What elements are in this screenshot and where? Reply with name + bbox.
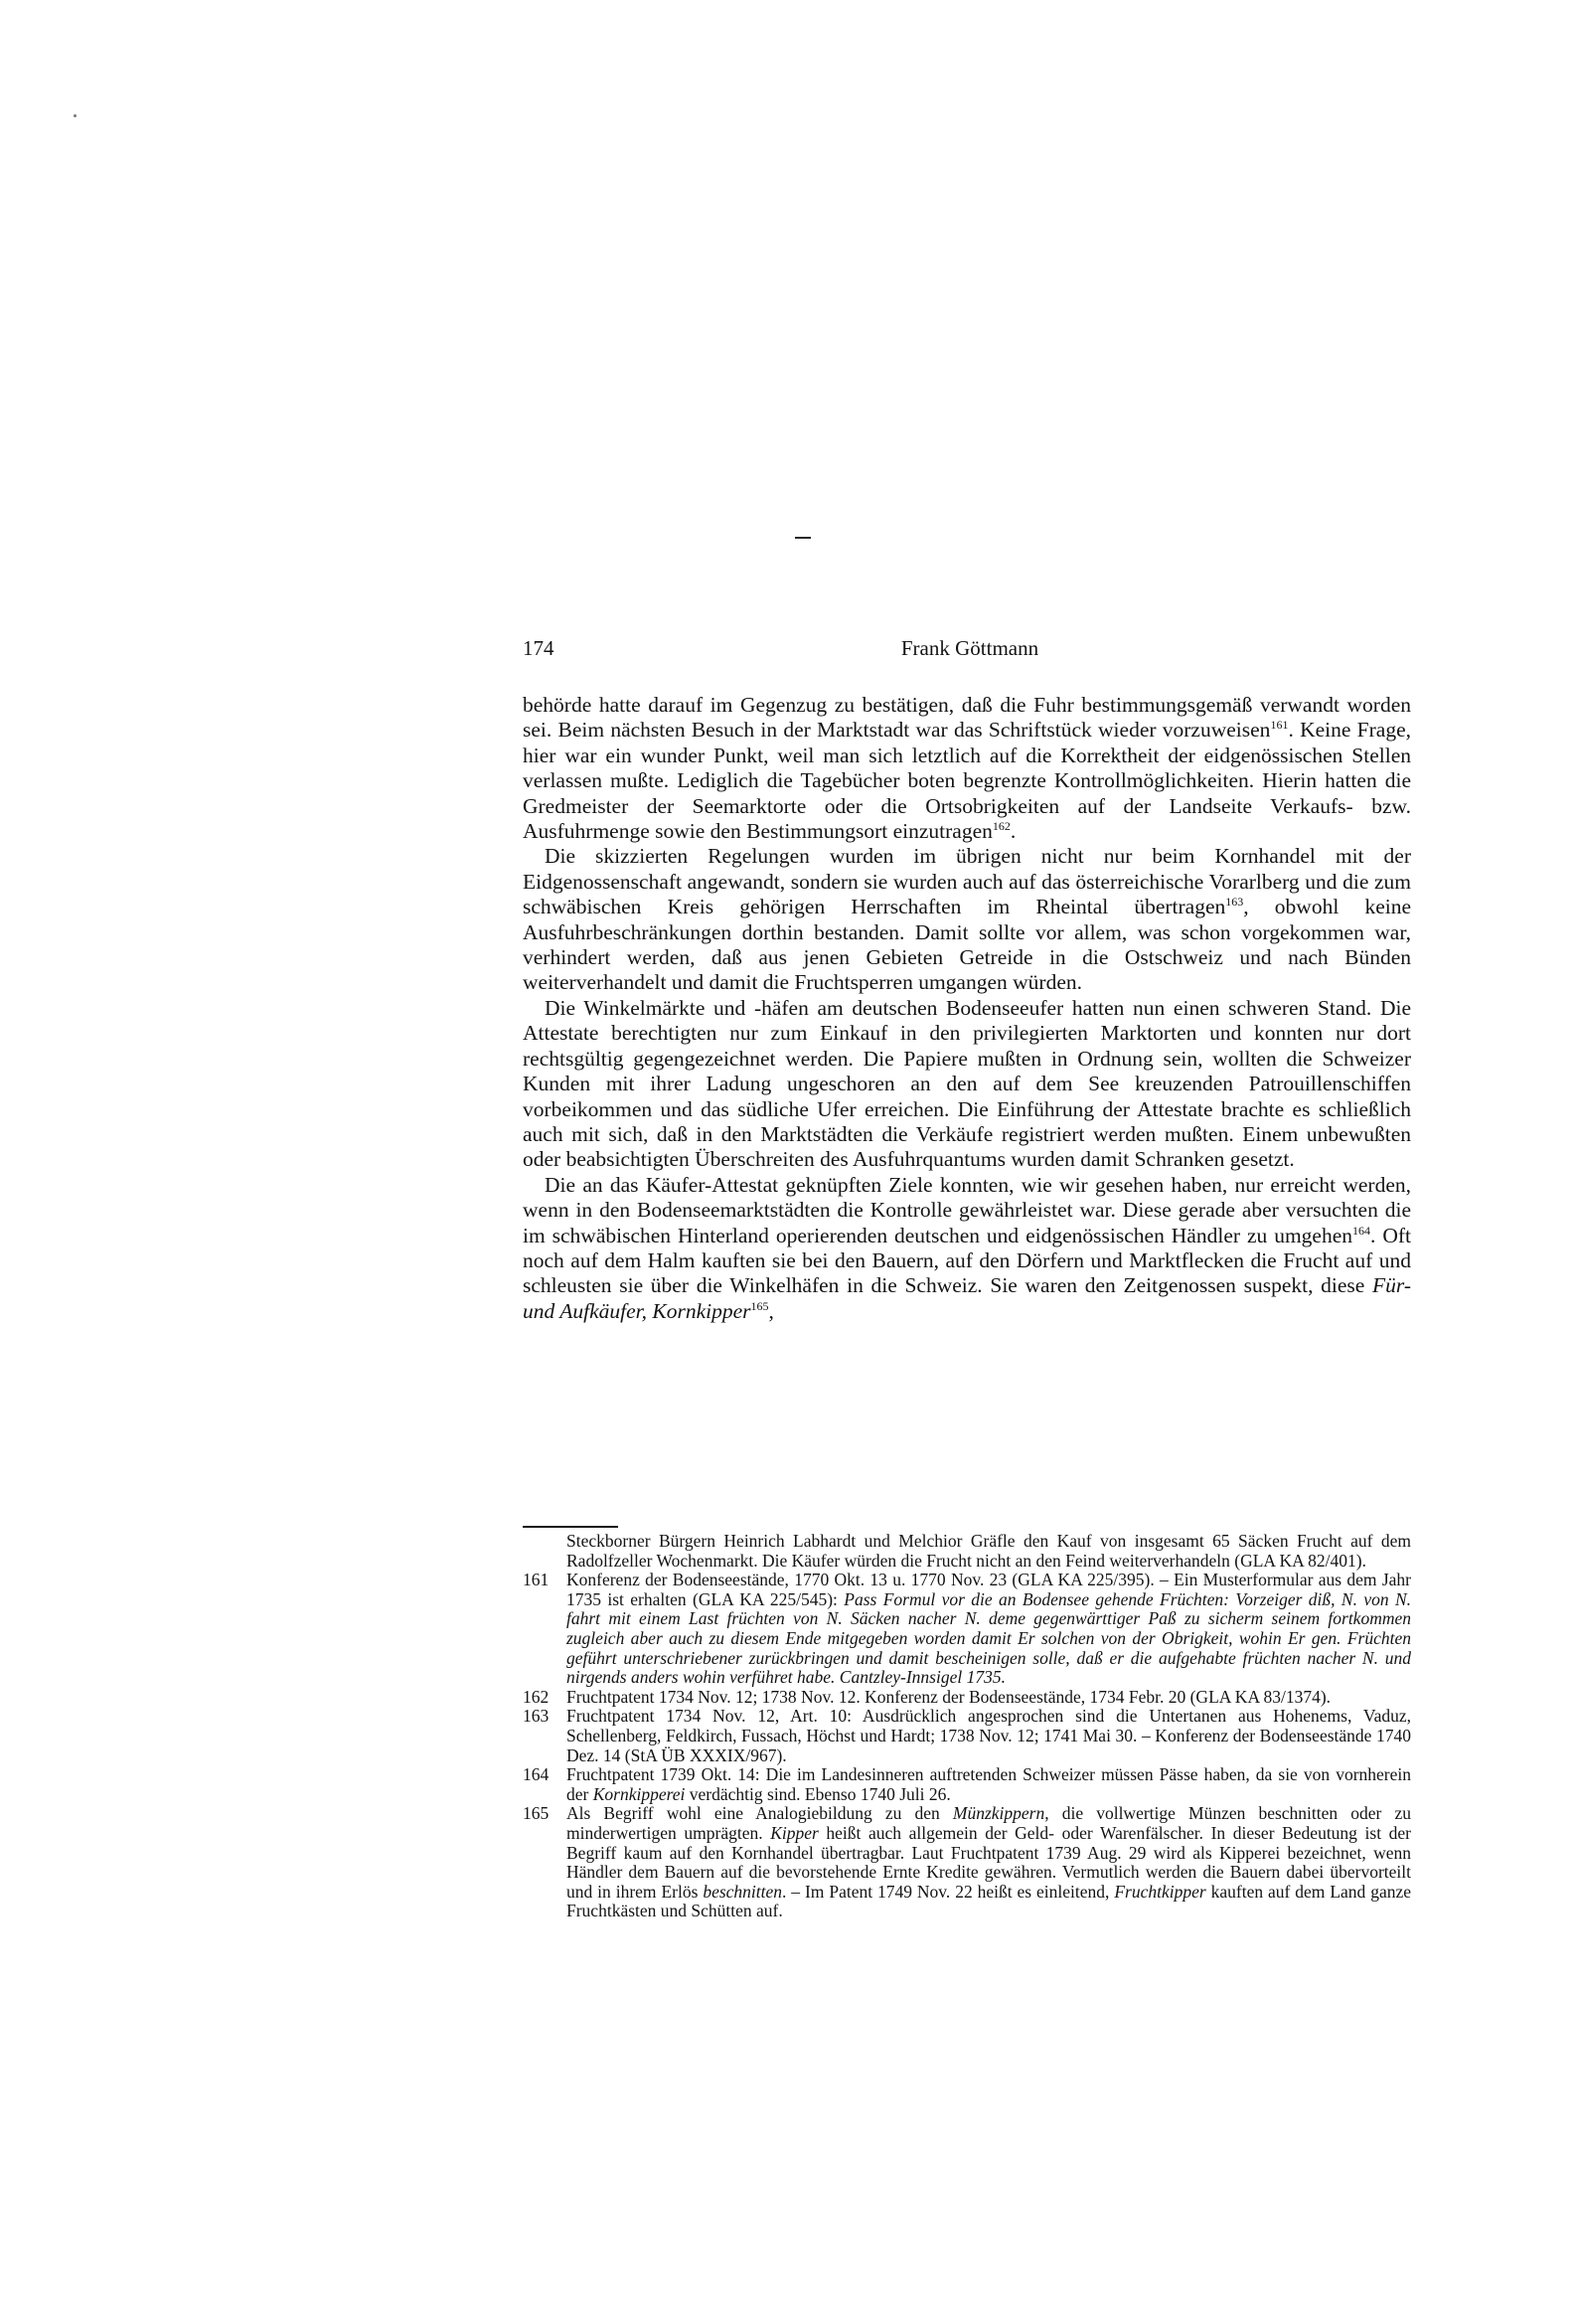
paragraph-4 bbox=[523, 1173, 1411, 1324]
footnote-number: 164 bbox=[523, 1764, 550, 1785]
footnote-text: Als Begriff wohl eine Analogiebildung zu den bbox=[566, 1803, 953, 1824]
footnote-text: Konferenz der Bodenseestände, 1770 Okt. 13 u. 1770 Nov. 23 (GLA KA 225/395). – Ein Musterformular aus dem Jahr 1735 ist erhalten (GLA KA 225/545): bbox=[566, 1570, 1411, 1609]
footnote-text: Steckborner Bürgern Heinrich Labhardt und Melchior Gräfle den Kauf von insgesamt 65 Säcken Frucht auf dem Radolfzeller Wochenmarkt. Die Käufer würden die Frucht nicht an den Feind weiterverhandeln (GLA KA 82/401). bbox=[566, 1531, 1411, 1571]
italic-term: Münzkippern bbox=[952, 1803, 1045, 1824]
footnote-162 bbox=[523, 1688, 1411, 1708]
footnote-number: 162 bbox=[523, 1686, 550, 1707]
italic-term: Kornkipperei bbox=[592, 1783, 686, 1804]
footnote-ref-162: 162 bbox=[992, 819, 1011, 834]
footnote-continued bbox=[523, 1532, 1411, 1571]
running-head: Frank Göttmann bbox=[900, 636, 1039, 660]
footnote-text: kauften auf dem Land ganze Fruchtkästen und Schütten auf. bbox=[566, 1881, 1411, 1921]
page-header bbox=[523, 636, 1411, 666]
italic-term: Für- und Aufkäufer, Kornkipper bbox=[523, 1273, 1411, 1323]
footnote-161 bbox=[523, 1571, 1411, 1688]
paragraph-2 bbox=[523, 844, 1411, 995]
footnote-text: , die vollwertige Münzen beschnitten oder zu minderwertigen umprägten. bbox=[566, 1803, 1411, 1843]
scan-speck bbox=[74, 114, 77, 117]
footnote-text: verdächtig sind. Ebenso 1740 Juli 26. bbox=[685, 1783, 951, 1804]
footnote-separator bbox=[523, 1526, 618, 1528]
footnote-text: Fruchtpatent 1739 Okt. 14: Die im Landesinneren auftretenden Schweizer müssen Pässe haben, da sie von vornherein der bbox=[566, 1764, 1411, 1804]
main-text bbox=[523, 693, 1411, 1324]
footnote-ref-163: 163 bbox=[1225, 895, 1244, 910]
italic-term: Fruchtkipper bbox=[1114, 1881, 1206, 1902]
footnote-ref-164: 164 bbox=[1352, 1223, 1371, 1238]
footnote-text: Fruchtpatent 1734 Nov. 12; 1738 Nov. 12. Konferenz der Bodenseestände, 1734 Febr. 20 (GLA KA 83/1374). bbox=[566, 1686, 1332, 1707]
footnote-ref-161: 161 bbox=[1270, 718, 1289, 733]
text-run: . Oft noch auf dem Halm kauften sie bei den Bauern, auf den Dörfern und Marktflecken die Frucht auf und schleusten sie über die Winkelhäfen in die Schweiz. Sie waren den Zeitgenossen suspekt, diese bbox=[523, 1223, 1411, 1298]
text-run: . bbox=[1010, 819, 1017, 844]
footnote-number: 161 bbox=[523, 1570, 550, 1590]
italic-term: beschnitten bbox=[703, 1881, 783, 1902]
footnote-text: Fruchtpatent 1734 Nov. 12, Art. 10: Ausdrücklich angesprochen sind die Untertanen aus Hohenems, Vaduz, Schellenberg, Feldkirch, Fussach, Höchst und Hardt; 1738 Nov. 12; 1741 Mai 30. – Konferenz der Bodenseestände 1740 Dez. 14 (StA ÜB XXXIX/967). bbox=[566, 1706, 1411, 1765]
footnotes bbox=[523, 1532, 1411, 1921]
footnote-165 bbox=[523, 1804, 1411, 1921]
text-run: behörde hatte darauf im Gegenzug zu bestätigen, daß die Fuhr bestimmungsgemäß verwandt worden sei. Beim nächsten Besuch in der Marktstadt war das Schriftstück wieder vorzuweisen bbox=[523, 693, 1411, 743]
italic-term: Kipper bbox=[770, 1822, 819, 1843]
paragraph-3: Die Winkelmärkte und -häfen am deutschen Bodenseeufer hatten nun einen schweren Stand. Die Attestate berechtigten nur zum Einkauf in den privilegierten Marktorten und konnten nur dort rechtsgültig gegengezeichnet werden. Die Papiere mußten in Ordnung sein, wollten die Schweizer Kunden mit ihrer Ladung ungeschoren an den auf dem See kreuzenden Patrouillenschiffen vorbeikommen und das südliche Ufer erreichen. Die Einführung der Attestate brachte es schließlich auch mit sich, daß in den Marktstädten die Verkäufe registriert werden mußten. Einem unbewußten oder beabsichtigten Überschreiten des Ausfuhrquantums wurden damit Schranken gesetzt. bbox=[523, 995, 1411, 1172]
paragraph-1 bbox=[523, 693, 1411, 844]
page-dash-mark bbox=[795, 537, 811, 539]
footnote-164 bbox=[523, 1765, 1411, 1804]
text-run: . Keine Frage, hier war ein wunder Punkt, weil man sich letztlich auf die Korrektheit der eidgenössischen Stellen verlassen mußte. Lediglich die Tagebücher boten begrenzte Kontrollmöglichkeiten. Hierin hatten die Gredmeister der Seemarktorte oder die Ortsobrigkeiten auf der Landseite Verkaufs- bzw. Ausfuhrmenge sowie den Bestimmungsort einzutragen bbox=[523, 718, 1411, 844]
footnote-text: . – Im Patent 1749 Nov. 22 heißt es einleitend, bbox=[782, 1881, 1115, 1902]
footnote-ref-165: 165 bbox=[750, 1298, 769, 1313]
text-run: , bbox=[768, 1298, 774, 1323]
text-run: Die an das Käufer-Attestat geknüpften Ziele konnten, wie wir gesehen haben, nur erreicht werden, wenn in den Bodenseemarktstädten die Kontrolle gewährleistet war. Diese gerade aber versuchten die im schwäbischen Hinterland operierenden deutschen und eidgenössischen Händler zu umgehen bbox=[523, 1172, 1411, 1247]
text-run: , obwohl keine Ausfuhrbeschränkungen dorthin bestanden. Damit sollte vor allem, was schon vorgekommen war, verhindert werden, daß aus jenen Gebieten Getreide in die Ostschweiz und nach Bünden weiterverhandelt und damit die Fruchtsperren umgangen würden. bbox=[523, 895, 1411, 995]
footnote-number: 163 bbox=[523, 1706, 550, 1727]
footnote-163 bbox=[523, 1707, 1411, 1765]
footnote-number: 165 bbox=[523, 1803, 550, 1824]
page-number: 174 bbox=[523, 636, 554, 660]
footnote-text: heißt auch allgemein der Geld- oder Warenfälscher. In dieser Bedeutung ist der Begriff kaum auf den Kornhandel übertragbar. Laut Fruchtpatent 1739 Aug. 29 wird als Kipperei bezeichnet, wenn Händler dem Bauern auf die bevorstehende Ernte Kredite gewähren. Vermutlich werden die Bauern dabei übervorteilt und in ihrem Erlös bbox=[566, 1822, 1411, 1902]
text-run: Die skizzierten Regelungen wurden im übrigen nicht nur beim Kornhandel mit der Eidgenossenschaft angewandt, sondern sie wurden auch auf das österreichische Vorarlberg und die zum schwäbischen Kreis gehörigen Herrschaften im Rheintal übertragen bbox=[523, 844, 1411, 919]
footnote-quote: Pass Formul vor die an Bodensee gehende Früchten: Vorzeiger diß, N. von N. fahrt mit einem Last früchten von N. Säcken nacher N. deme gegenwärttiger Paß zu sicherm seinem fortkommen zugleich aber auch zu diesem Ende mitgegeben worden damit Er solchen von der Obrigkeit, wohin Er gen. Früchten geführt unterschriebener zurückbringen und damit bescheinigen solle, daß er die aufgehabte früchten nacher N. und nirgends anders wohin verführet habe. Cantzley-Innsigel 1735. bbox=[566, 1588, 1411, 1688]
